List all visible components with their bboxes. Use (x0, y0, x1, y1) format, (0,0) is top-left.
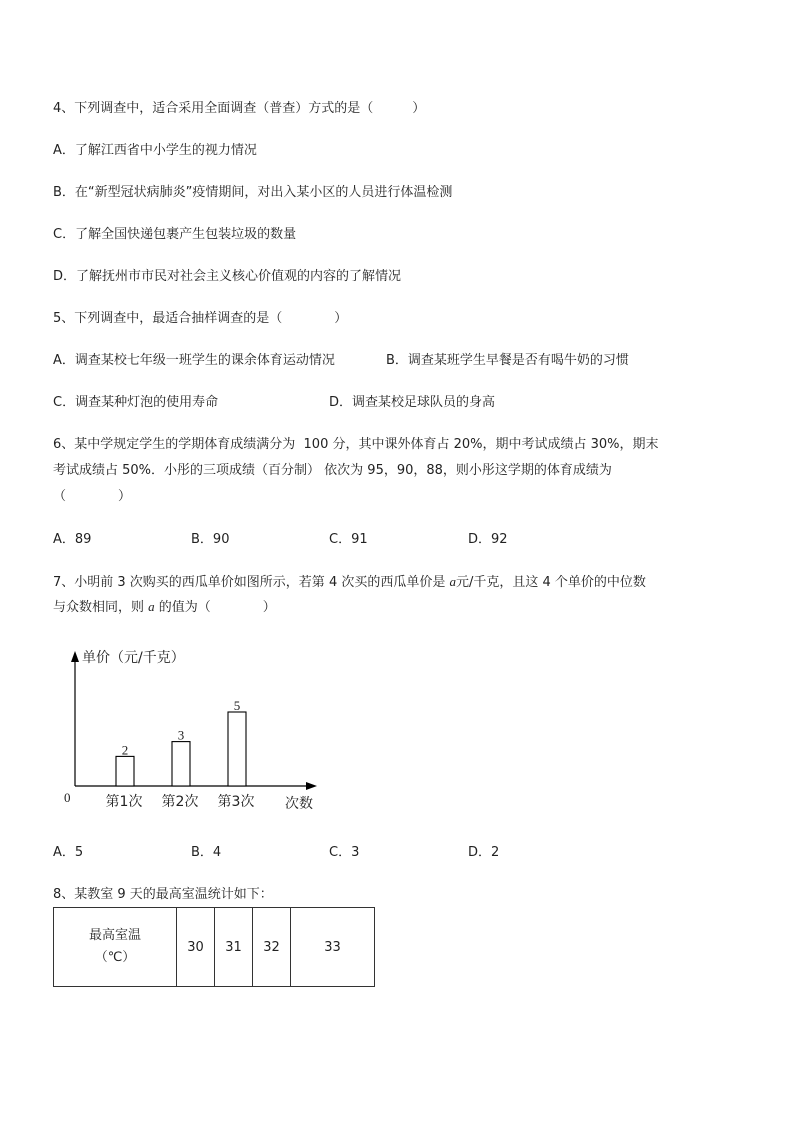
bar-3 (228, 712, 246, 786)
q7-line1-post: 元/千克，且这 4 个单价的中位数 (455, 575, 646, 590)
origin-label: 0 (64, 790, 71, 805)
q7-line2 (53, 598, 276, 617)
price-bar-chart (58, 640, 338, 820)
table-cell-30: 30 (177, 908, 215, 987)
q7-line2-post: 的值为（ ） (154, 600, 276, 615)
q7-line1-pre: 7、小明前 3 次购买的西瓜单价如图所示，若第 4 次买的西瓜单价是 (53, 575, 450, 590)
q6-option-d: D．92 (468, 532, 508, 547)
q4-option-b: B．在“新型冠状病肺炎”疫情期间，对出入某小区的人员进行体温检测 (53, 185, 453, 200)
y-axis-label: 单价（元/千克） (82, 650, 185, 666)
category-label-1: 第1次 (105, 794, 143, 810)
q7-option-a: A．5 (53, 845, 84, 860)
q5-option-c: C．调查某种灯泡的使用寿命 (53, 395, 219, 410)
q7-line2-pre: 与众数相同，则 (53, 600, 149, 615)
q7-option-d: D．2 (468, 845, 500, 860)
table-row (54, 908, 375, 987)
q7-option-b: B．4 (191, 845, 222, 860)
q7-var-a: a (449, 574, 456, 589)
table-cell-33: 33 (291, 908, 375, 987)
q7-var-a-2: a (148, 599, 155, 614)
q8-stem: 8、某教室 9 天的最高室温统计如下： (53, 887, 273, 902)
table-header-unit: （℃） (94, 950, 136, 965)
chart-bars (116, 712, 246, 786)
q4-stem: 4、下列调查中，适合采用全面调查（普查）方式的是（ ） (53, 101, 426, 116)
chart-axes (71, 651, 317, 790)
chart-labels (64, 649, 313, 812)
q5-option-a: A．调查某校七年级一班学生的课余体育运动情况 (53, 353, 335, 368)
q6-option-c: C．91 (329, 532, 368, 547)
bar-2 (172, 742, 190, 786)
q6-option-a: A．89 (53, 532, 92, 547)
table-cell-31: 31 (215, 908, 253, 987)
table-header-label: 最高室温 (88, 928, 141, 943)
q6-option-b: B．90 (191, 532, 230, 547)
category-label-3: 第3次 (217, 794, 255, 810)
category-label-2: 第2次 (161, 794, 199, 810)
y-axis-arrow (71, 651, 79, 662)
q6-line1: 6、某中学规定学生的学期体育成绩满分为 100 分，其中课外体育占 20%，期中考试成绩占 30%，期末 (53, 437, 659, 452)
bar-value-label-3: 5 (233, 698, 241, 713)
q4-option-c: C．了解全国快递包裹产生包装垃圾的数量 (53, 227, 297, 242)
bar-1 (116, 756, 134, 786)
q5-option-b: B．调查某班学生早餐是否有喝牛奶的习惯 (386, 353, 629, 368)
q6-line3: （ ） (53, 489, 132, 504)
q7-line1 (53, 573, 646, 592)
x-axis-label: 次数 (285, 796, 313, 812)
q6-line2: 考试成绩占 50%．小彤的三项成绩（百分制） 依次为 95，90，88，则小彤这学期的体育成绩为 (53, 463, 612, 478)
q5-option-d: D．调查某校足球队员的身高 (329, 395, 496, 410)
bar-value-label-1: 2 (121, 742, 129, 758)
table-cell-32: 32 (253, 908, 291, 987)
q4-option-a: A．了解江西省中小学生的视力情况 (53, 143, 257, 158)
q7-option-c: C．3 (329, 845, 360, 860)
bar-value-label-2: 3 (177, 727, 185, 743)
q5-stem: 5、下列调查中，最适合抽样调查的是（ ） (53, 311, 348, 326)
table-header-cell (54, 908, 177, 987)
x-axis-arrow (306, 782, 317, 790)
q4-option-d: D．了解抚州市市民对社会主义核心价值观的内容的了解情况 (53, 269, 402, 284)
temperature-table (53, 907, 375, 987)
